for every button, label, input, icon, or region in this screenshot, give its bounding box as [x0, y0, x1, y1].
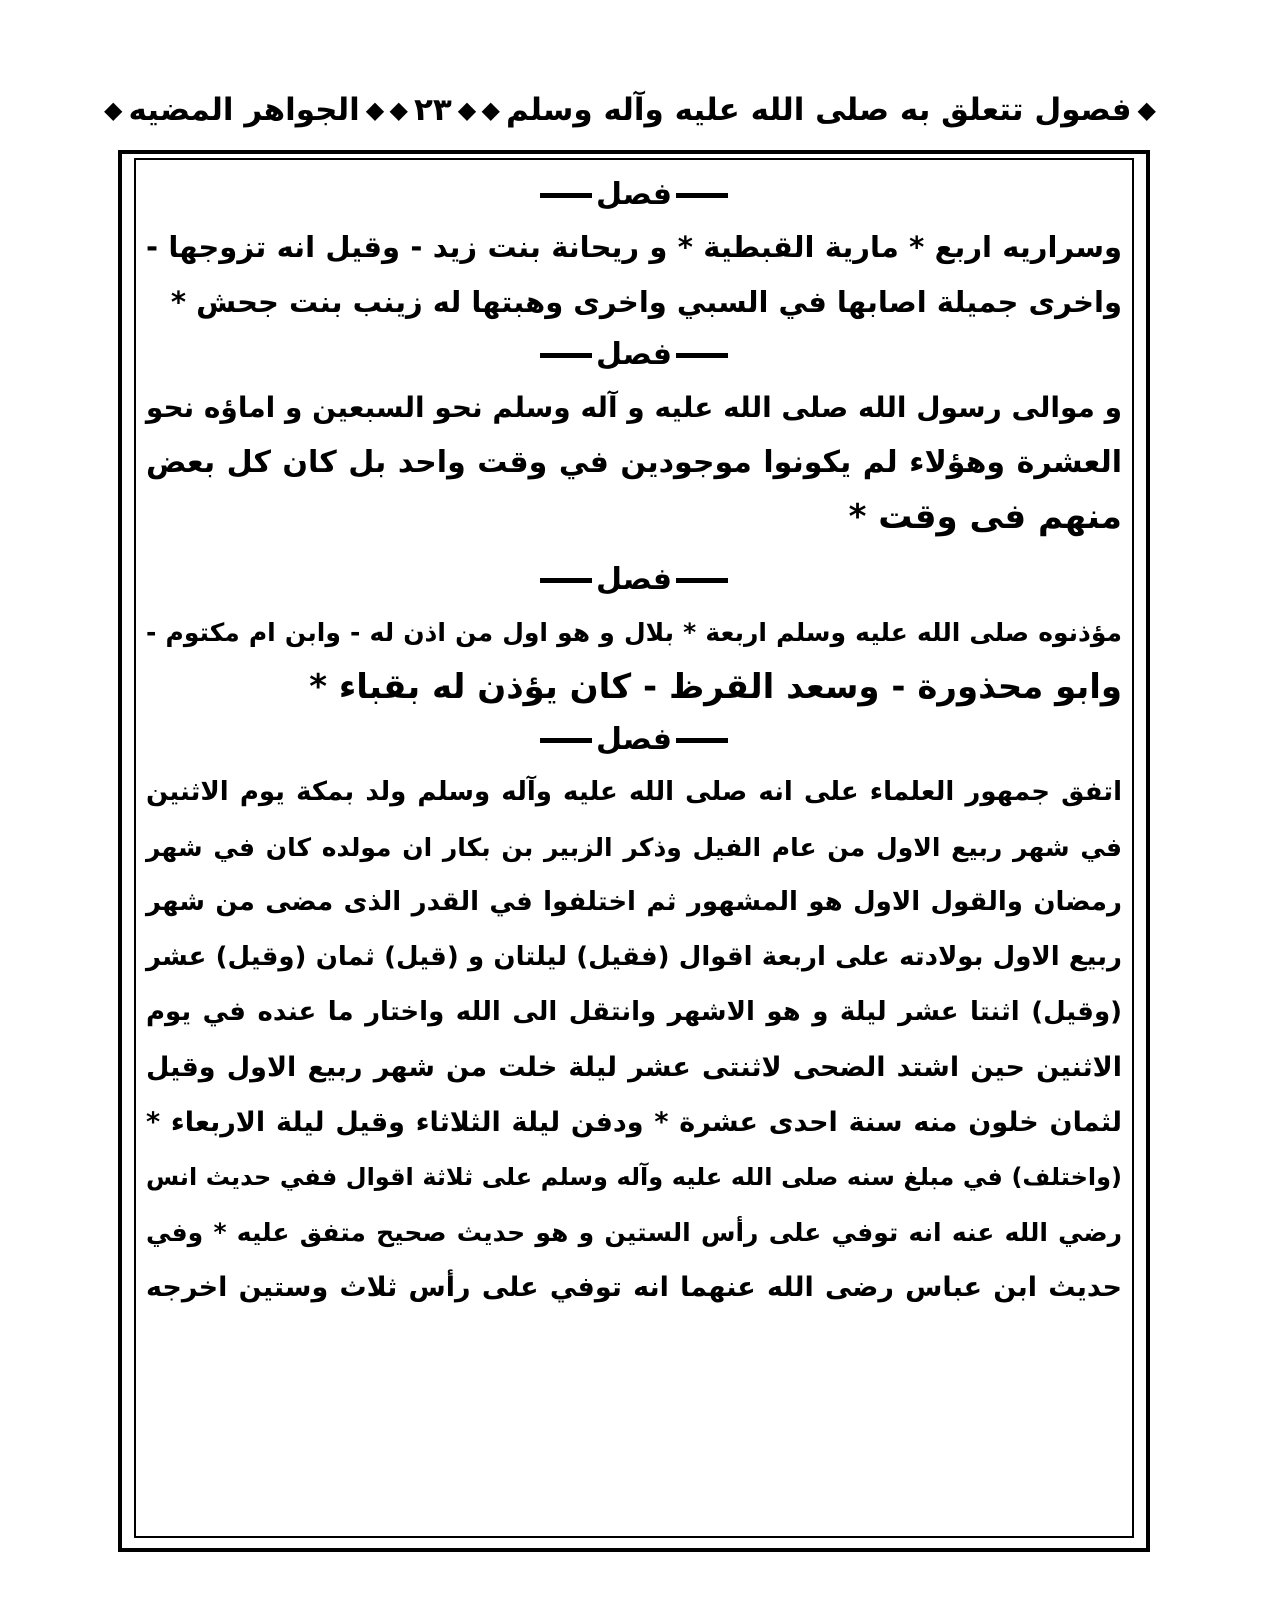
section-heading-text: فصل — [596, 177, 672, 212]
text-line: ربيع الاول بولادته على اربعة اقوال (فقيل) ليلتان و (قيل) ثمان (وقيل) عشر — [146, 942, 1122, 972]
text-line: (وقيل) اثنتا عشر ليلة و هو الاشهر وانتقل الى الله واختار ما عنده في يوم — [146, 997, 1122, 1027]
text-line: وابو محذورة - وسعد القرظ - كان يؤذن له بقباء * — [309, 667, 1122, 707]
running-header — [104, 78, 1156, 142]
section-heading — [146, 715, 1122, 765]
section-heading-text: فصل — [596, 337, 672, 372]
text-line: (واختلف) في مبلغ سنه صلى الله عليه وآله وسلم على ثلاثة اقوال ففي حديث انس — [146, 1163, 1122, 1191]
text-line: رمضان والقول الاول هو المشهور ثم اختلفوا في القدر الذى مضى من شهر — [146, 887, 1122, 917]
text-line: اتفق جمهور العلماء على انه صلى الله عليه وآله وسلم ولد بمكة يوم الاثنين — [146, 777, 1122, 807]
text-line: حديث ابن عباس رضى الله عنهما انه توفي على رأس ثلاث وستين اخرجه — [146, 1272, 1122, 1303]
section-heading-text: فصل — [596, 722, 672, 757]
ornament-icon: ◆ — [104, 96, 123, 124]
text-line: لثمان خلون منه سنة احدى عشرة * ودفن ليلة الثلاثاء وقيل ليلة الاربعاء * — [146, 1107, 1122, 1138]
text-line: واخرى جميلة اصابها في السبي واخرى وهبتها له زينب بنت جحش * — [170, 285, 1122, 319]
page-number: ٢٣ — [413, 92, 452, 128]
heading-rule — [540, 738, 592, 743]
book-title-segment — [104, 92, 384, 128]
text-line: رضي الله عنه انه توفي على رأس الستين و هو حديث صحيح متفق عليه * وفي — [146, 1218, 1122, 1247]
heading-rule — [676, 578, 728, 583]
ornament-icon: ◆ — [481, 96, 500, 124]
spacer — [146, 545, 1122, 555]
chapter-title-segment — [481, 92, 1156, 128]
heading-rule — [676, 193, 728, 198]
text-line: منهم فى وقت * — [848, 497, 1122, 537]
heading-rule — [676, 738, 728, 743]
chapter-title: فصول تتعلق به صلى الله عليه وآله وسلم — [505, 92, 1132, 128]
ornament-icon: ◆ — [389, 96, 408, 124]
section-heading — [146, 555, 1122, 605]
text-line: الاثنين حين اشتد الضحى لاثنتى عشر ليلة خلت من شهر ربيع الاول وقيل — [146, 1052, 1122, 1083]
section-heading — [146, 170, 1122, 220]
text-line: مؤذنوه صلى الله عليه وسلم اربعة * بلال و هو اول من اذن له - وابن ام مكتوم - — [146, 618, 1122, 647]
text-line: في شهر ربيع الاول من عام الفيل وذكر الزبير بن بكار ان مولده كان في شهر — [146, 833, 1122, 862]
text-line: و موالى رسول الله صلى الله عليه و آله وسلم نحو السبعين و اماؤه نحو — [145, 391, 1122, 424]
ornament-icon: ◆ — [457, 96, 477, 124]
heading-rule — [540, 578, 592, 583]
page-number-segment — [389, 92, 476, 128]
heading-rule — [540, 193, 592, 198]
text-line: العشرة وهؤلاء لم يكونوا موجودين في وقت واحد بل كان كل بعض — [146, 445, 1122, 480]
text-line: وسراريه اربع * مارية القبطية * و ريحانة بنت زيد - وقيل انه تزوجها - — [146, 230, 1122, 264]
heading-rule — [540, 353, 592, 358]
ornament-icon: ◆ — [1137, 96, 1156, 124]
section-heading — [146, 330, 1122, 380]
book-title: الجواهر المضيه — [128, 92, 360, 128]
heading-rule — [676, 353, 728, 358]
ornament-icon: ◆ — [365, 96, 385, 124]
section-heading-text: فصل — [596, 562, 672, 597]
main-text — [146, 170, 1122, 1315]
